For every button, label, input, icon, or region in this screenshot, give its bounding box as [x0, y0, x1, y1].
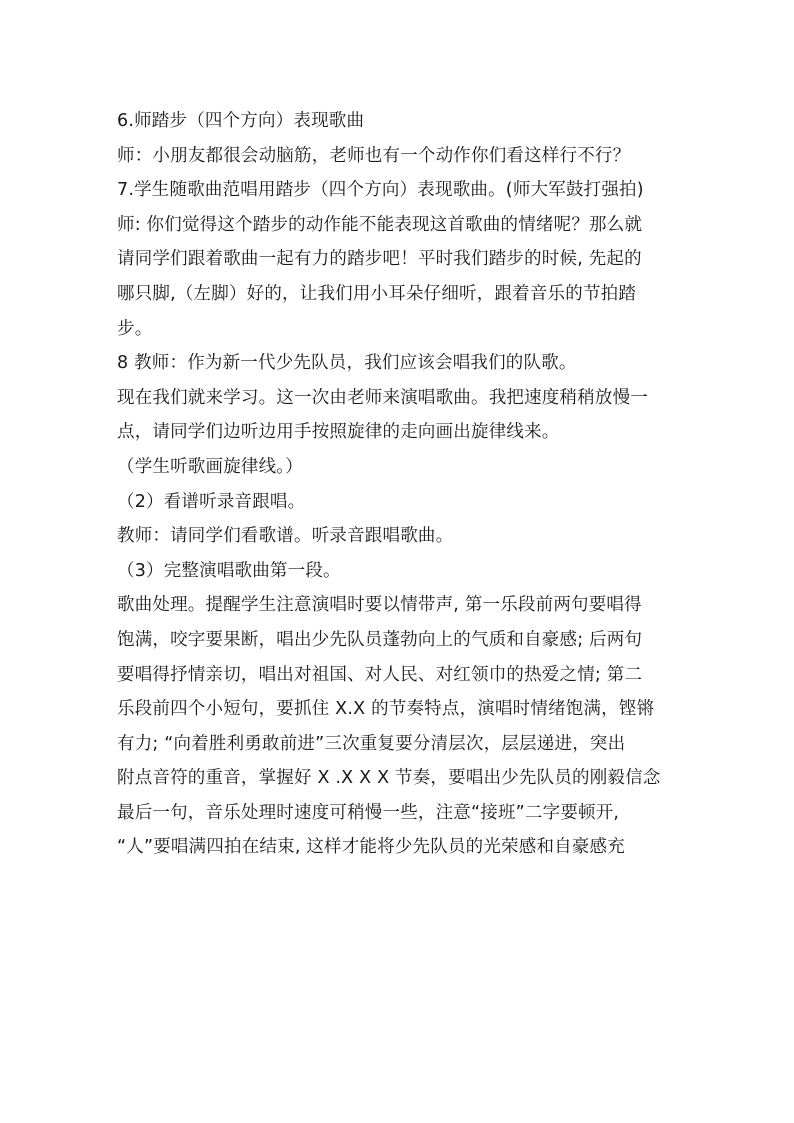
- paragraph-line: 最后一句，音乐处理时速度可稍慢一些，注意“接班”二字要顿开,: [117, 802, 620, 823]
- paragraph-line: 附点音符的重音，掌握好 X .X X X 节奏，要唱出少先队员的刚毅信念: [117, 768, 661, 789]
- paragraph-line: 哪只脚,（左脚）好的，让我们用小耳朵仔细听，跟着音乐的节拍踏: [117, 283, 637, 304]
- paragraph-line: “人”要唱满四拍在结束, 这样才能将少先队员的光荣感和自豪感充: [117, 837, 625, 858]
- paragraph-line: （学生听歌画旋律线。）: [117, 456, 303, 477]
- paragraph-line: 师: 你们觉得这个踏步的动作能不能表现这首歌曲的情绪呢？那么就: [117, 214, 643, 235]
- document-body: [117, 104, 687, 865]
- paragraph-line: 8 教师：作为新一代少先队员，我们应该会唱我们的队歌。: [117, 353, 577, 374]
- paragraph-line: （3）完整演唱歌曲第一段。: [117, 560, 341, 581]
- paragraph-line: 点，请同学们边听边用手按照旋律的走向画出旋律线来。: [117, 422, 560, 443]
- paragraph-line: 饱满，咬字要果断，唱出少先队员蓬勃向上的气质和自豪感; 后两句: [117, 629, 643, 650]
- paragraph-line: 要唱得抒情亲切，唱出对祖国、对人民、对红领巾的热爱之情; 第二: [117, 664, 643, 685]
- paragraph-line: 乐段前四个小短句，要抓住 X.X 的节奏特点，演唱时情绪饱满，铿锵: [117, 699, 655, 720]
- paragraph-line: 有力; “向着胜利勇敢前进”三次重复要分清层次，层层递进，突出: [117, 733, 626, 754]
- paragraph-line: 步。: [117, 318, 153, 339]
- paragraph-line: 歌曲处理。提醒学生注意演唱时要以情带声, 第一乐段前两句要唱得: [117, 595, 642, 616]
- paragraph-line: 教师：请同学们看歌谱。听录音跟唱歌曲。: [117, 526, 454, 547]
- paragraph-line: 7.学生随歌曲范唱用踏步（四个方向）表现歌曲。(师大军鼓打强拍): [117, 180, 644, 201]
- paragraph-line: 现在我们就来学习。这一次由老师来演唱歌曲。我把速度稍稍放慢一: [117, 387, 648, 408]
- paragraph-line: 师：小朋友都很会动脑筋，老师也有一个动作你们看这样行不行？: [117, 145, 631, 166]
- paragraph-line: 6.师踏步（四个方向）表现歌曲: [117, 111, 365, 131]
- paragraph-line: 请同学们跟着歌曲一起有力的踏步吧！平时我们踏步的时候, 先起的: [117, 249, 642, 270]
- paragraph-line: （2）看谱听录音跟唱。: [117, 491, 306, 512]
